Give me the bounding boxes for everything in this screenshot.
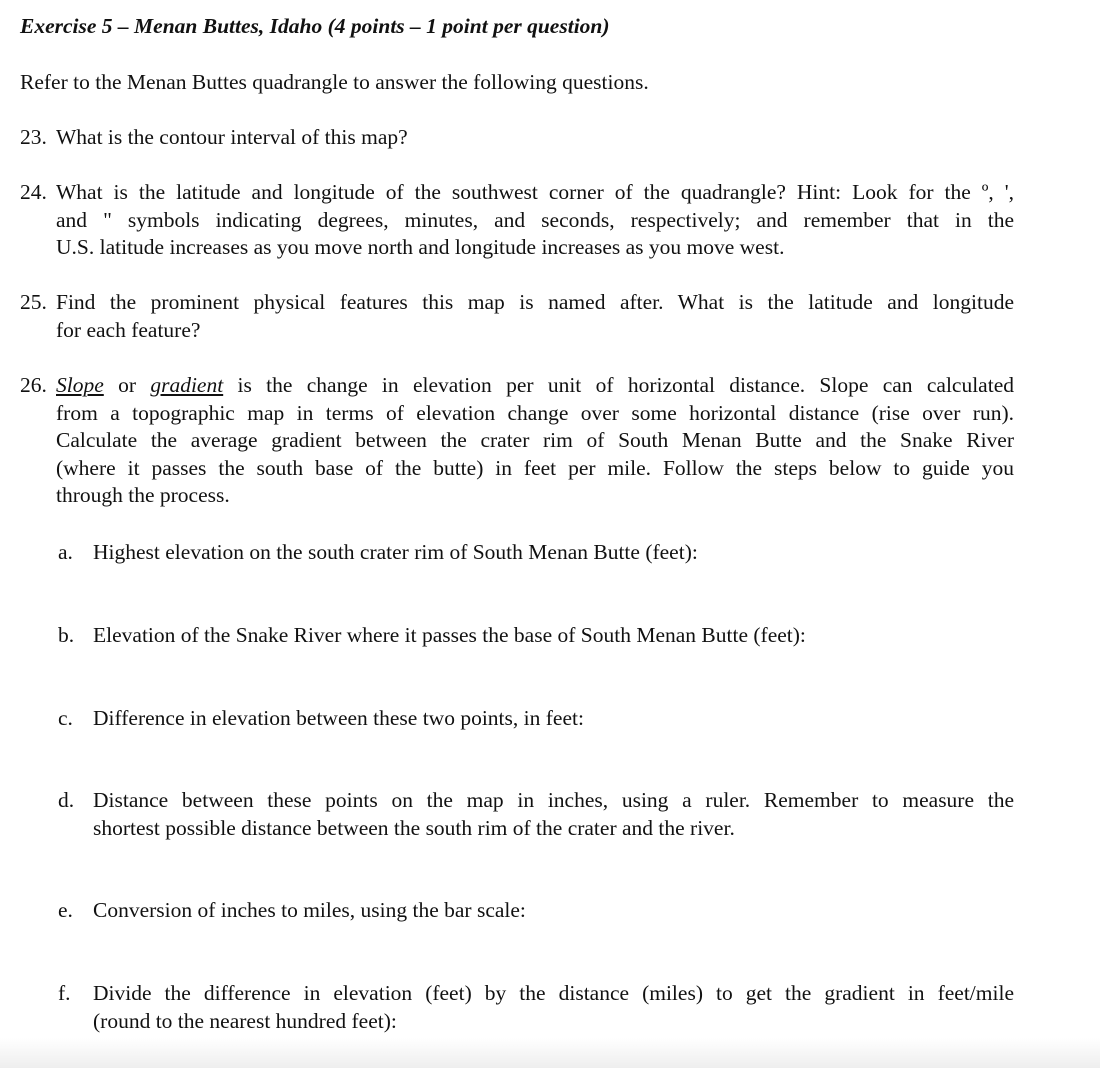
question-text-line: What is the latitude and longitude of the southwest corner of the quadrangle? Hint: Look for the º, ', (56, 180, 1014, 204)
term-gradient: gradient (150, 373, 224, 397)
subquestion-text-line: shortest possible distance between the south rim of the crater and the river. (93, 815, 735, 840)
subquestion-text: Difference in elevation between these two points, in feet: (93, 706, 584, 730)
question-25 (20, 289, 1014, 344)
question-text-line: through the process. (56, 483, 230, 507)
subquestion-b (58, 622, 1014, 650)
subquestion-text: Conversion of inches to miles, using the bar scale: (93, 898, 526, 922)
question-text: is the change in elevation per unit of horizontal distance. Slope can calculated (237, 373, 1014, 397)
subquestion-letter: f. (58, 981, 71, 1005)
subquestion-c (58, 705, 1014, 733)
subquestion-f (58, 980, 1014, 1035)
conjunction: or (118, 373, 137, 397)
question-text-line: and " symbols indicating degrees, minutes, and seconds, respectively; and remember that in the (56, 207, 1014, 232)
question-24 (20, 179, 1014, 262)
subquestion-letter: b. (58, 623, 75, 647)
subquestion-letter: c. (58, 706, 73, 730)
subquestion-letter: d. (58, 788, 75, 812)
subquestion-d (58, 787, 1014, 842)
page-bottom-shadow (0, 1038, 1100, 1068)
subquestion-text: Highest elevation on the south crater rim of South Menan Butte (feet): (93, 540, 698, 564)
subquestion-letter: e. (58, 898, 73, 922)
question-text-line: from a topographic map in terms of elevation change over some horizontal distance (rise over run). (56, 400, 1014, 425)
question-text-line: (where it passes the south base of the butte) in feet per mile. Follow the steps below to guide you (56, 455, 1014, 480)
term-slope: Slope (56, 373, 104, 397)
question-number: 24. (20, 180, 47, 204)
question-text-line: Calculate the average gradient between the crater rim of South Menan Butte and the Snake River (56, 428, 1014, 452)
exercise-title: Exercise 5 – Menan Buttes, Idaho (4 points – 1 point per question) (20, 14, 610, 38)
subquestion-text-line: Divide the difference in elevation (feet) by the distance (miles) to get the gradient in feet/mile (93, 981, 1014, 1005)
question-text-line: for each feature? (56, 317, 201, 342)
question-text-line (56, 372, 1014, 400)
question-number: 25. (20, 290, 47, 314)
question-text-line: U.S. latitude increases as you move north and longitude increases as you move west. (56, 235, 785, 259)
question-26 (20, 372, 1014, 510)
subquestion-letter: a. (58, 540, 73, 564)
intro-text: Refer to the Menan Buttes quadrangle to answer the following questions. (20, 70, 649, 94)
question-number: 23. (20, 125, 47, 149)
subquestion-text: Elevation of the Snake River where it passes the base of South Menan Butte (feet): (93, 623, 806, 647)
subquestion-text-line: (round to the nearest hundred feet): (93, 1008, 397, 1033)
question-text-line: Find the prominent physical features this map is named after. What is the latitude and longitude (56, 290, 1014, 314)
question-text: What is the contour interval of this map? (56, 125, 408, 149)
question-23 (20, 124, 1014, 152)
subquestion-e (58, 897, 1014, 925)
subquestion-a (58, 539, 1014, 567)
subquestion-text-line: Distance between these points on the map in inches, using a ruler. Remember to measure the (93, 788, 1014, 812)
question-number: 26. (20, 373, 47, 397)
